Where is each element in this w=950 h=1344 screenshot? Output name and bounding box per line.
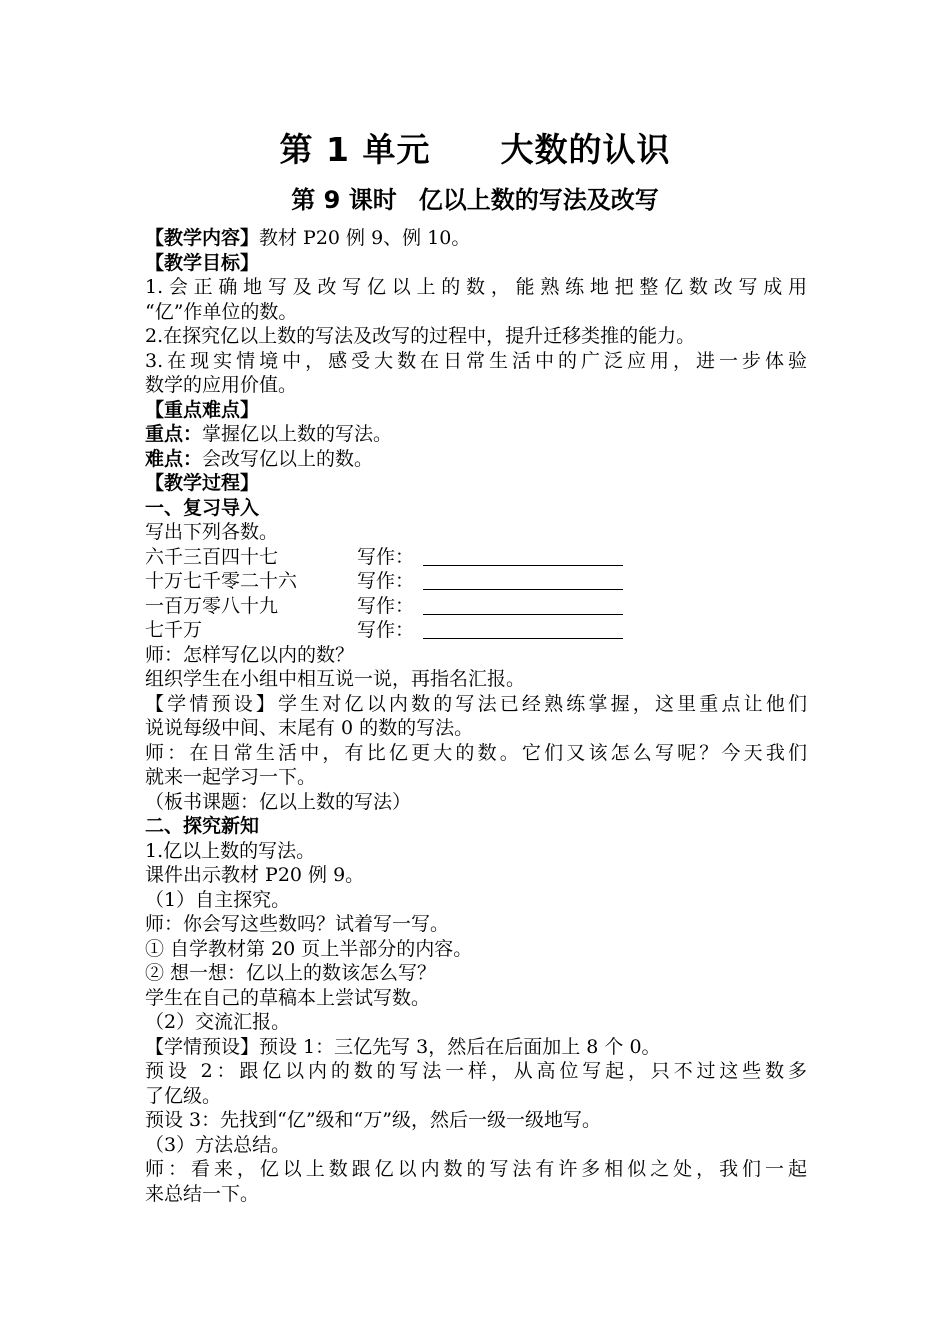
- preset-1-line-2: 说说每级中间、末尾有 0 的数的写法。: [145, 717, 474, 739]
- teaching-content-line: 【教学内容】教材 P20 例 9、例 10。: [145, 227, 471, 249]
- unit-title: [0, 130, 950, 170]
- exercise-row: 六千三百四十七 写作：: [145, 545, 807, 570]
- teacher-question-2-line-1: 师：在日常生活中，有比亿更大的数。它们又该怎么写呢？今天我们: [145, 741, 807, 764]
- section-2-title: 二、探究新知: [145, 815, 260, 837]
- goal-1-line-1: 1.会正确地写及改写亿以上的数，能熟练地把整亿数改写成用: [145, 276, 807, 298]
- preset-2: 【学情预设】预设 1：三亿先写 3，然后在后面加上 8 个 0。: [145, 1035, 661, 1058]
- lesson-number: 第 9 课时: [291, 186, 397, 214]
- heading-teaching-process: 【教学过程】: [145, 472, 260, 494]
- teacher-question-4-line-2: 来总结一下。: [145, 1182, 260, 1205]
- lesson-body: [145, 226, 807, 1206]
- exercise-row: 七千万 写作：: [145, 618, 807, 643]
- lesson-title: [0, 184, 950, 216]
- goal-3-line-1: 3.在现实情境中，感受大数在日常生活中的广泛应用，进一步体验: [145, 349, 807, 372]
- teacher-question-2-line-2: 就来一起学习一下。: [145, 766, 317, 788]
- exercise-row: 一百万零八十九 写作：: [145, 594, 807, 619]
- heading-teaching-goals: 【教学目标】: [145, 251, 260, 274]
- board-note: （板书课题：亿以上数的写法）: [145, 790, 412, 813]
- part-1-title: 1.亿以上数的写法。: [145, 839, 316, 862]
- answer-blank: [423, 545, 623, 566]
- draft-attempt: 学生在自己的草稿本上尝试写数。: [145, 986, 431, 1009]
- answer-blank: [423, 569, 623, 590]
- organize-students: 组织学生在小组中相互说一说，再指名汇报。: [145, 668, 526, 690]
- goal-3-line-2: 数学的应用价值。: [145, 374, 298, 396]
- step-3: （3）方法总结。: [145, 1133, 291, 1156]
- unit-topic: 大数的认识: [500, 130, 671, 169]
- preset-4: 预设 3：先找到“亿”级和“万”级，然后一级一级地写。: [145, 1109, 601, 1131]
- circled-item-2: ② 想一想：亿以上的数该怎么写？: [145, 962, 437, 984]
- answer-blank: [423, 594, 623, 615]
- teacher-question-3: 师：你会写这些数吗？试着写一写。: [145, 913, 450, 935]
- goal-1-line-2: “亿”作单位的数。: [145, 300, 298, 323]
- preset-3-line-2: 了亿级。: [145, 1084, 222, 1107]
- preset-3-line-1: 预设 2：跟亿以内的数的写法一样，从高位写起，只不过这些数多: [145, 1060, 807, 1082]
- lesson-topic: 亿以上数的写法及改写: [418, 186, 659, 214]
- preset-1-line-1: 【学情预设】学生对亿以内数的写法已经熟练掌握，这里重点让他们: [145, 692, 807, 715]
- circled-item-1: ① 自学教材第 20 页上半部分的内容。: [145, 937, 473, 960]
- heading-teaching-content: 【教学内容】: [145, 227, 260, 249]
- step-1: （1）自主探究。: [145, 888, 291, 911]
- teacher-question-4-line-1: 师：看来，亿以上数跟亿以内数的写法有许多相似之处，我们一起: [145, 1158, 807, 1180]
- difficult-point: 难点：会改写亿以上的数。: [145, 447, 374, 470]
- courseware-note: 课件出示教材 P20 例 9。: [145, 864, 365, 886]
- goal-2: 2.在探究亿以上数的写法及改写的过程中，提升迁移类推的能力。: [145, 325, 696, 347]
- section-1-intro: 写出下列各数。: [145, 521, 279, 543]
- unit-number: 第 1 单元: [279, 130, 431, 169]
- section-1-title: 一、复习导入: [145, 496, 260, 519]
- exercise-row: 十万七千零二十六 写作：: [145, 569, 807, 594]
- teacher-question-1: 师：怎样写亿以内的数？: [145, 643, 355, 666]
- key-point: 重点：掌握亿以上数的写法。: [145, 423, 393, 445]
- step-2: （2）交流汇报。: [145, 1011, 291, 1033]
- answer-blank: [423, 618, 623, 639]
- heading-key-points: 【重点难点】: [145, 398, 260, 421]
